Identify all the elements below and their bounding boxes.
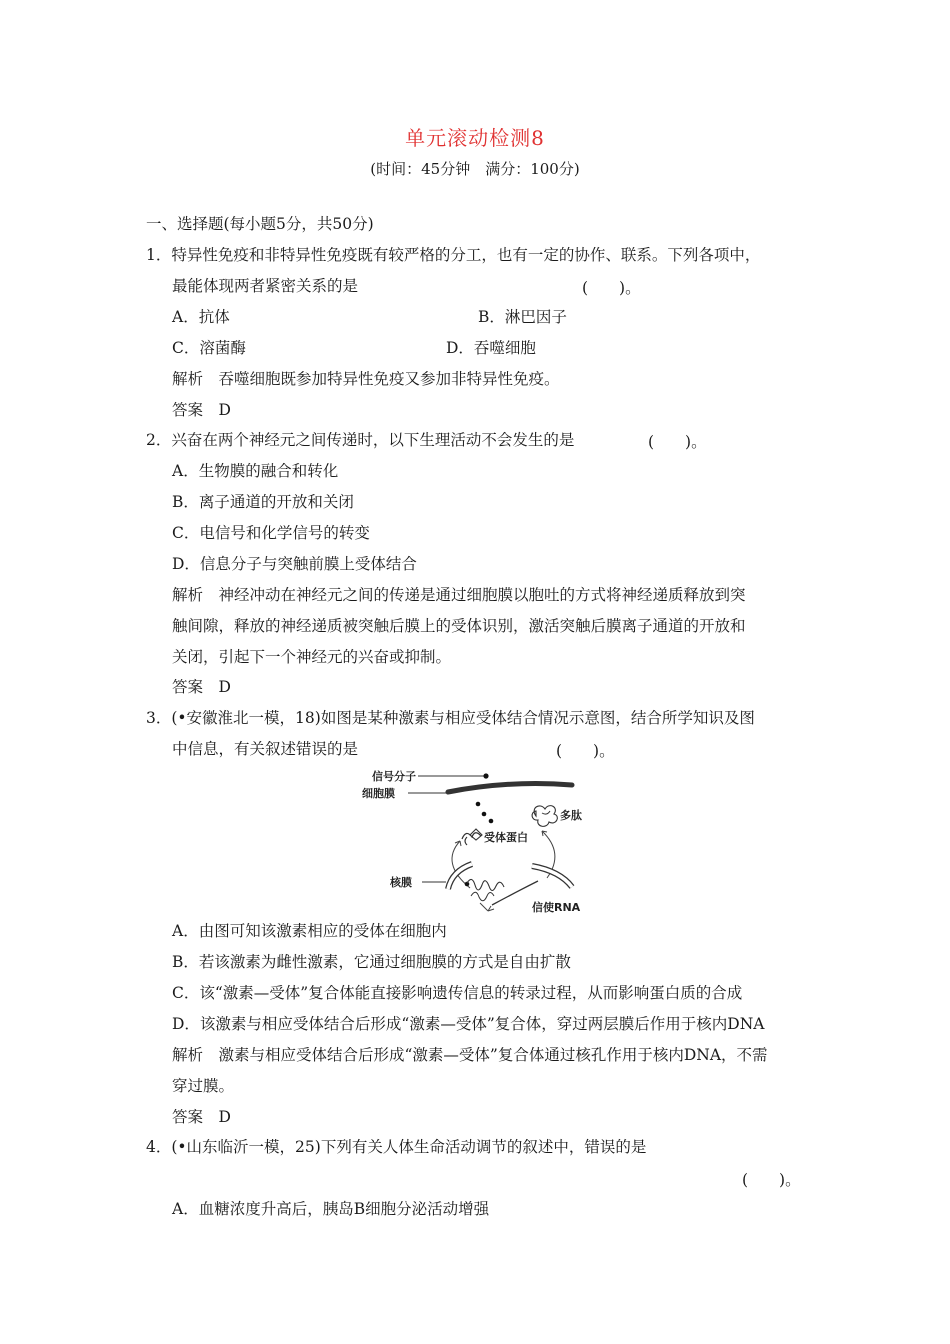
- q1-answer-blank: ( )。: [582, 279, 641, 297]
- q4-stem-line1: 4．(•山东临沂一模，25)下列有关人体生命活动调节的叙述中，错误的是: [146, 1138, 647, 1156]
- cell-membrane-shape: [448, 784, 572, 792]
- q3-stem-line2: 中信息，有关叙述错误的是: [172, 740, 359, 758]
- q2-analysis-line3: 关闭，引起下一个神经元的兴奋或抑制。: [172, 648, 452, 666]
- q2-option-c: C．电信号和化学信号的转变: [172, 524, 370, 542]
- q2-option-d: D．信息分子与突触前膜上受体结合: [172, 555, 417, 573]
- label-cell-membrane: 细胞膜: [362, 787, 395, 800]
- q3-option-c: C．该“激素—受体”复合体能直接影响遗传信息的转录过程，从而影响蛋白质的合成: [172, 984, 743, 1002]
- q1-answer: 答案 D: [172, 401, 231, 419]
- label-nuclear-membrane: 核膜: [390, 876, 412, 889]
- doc-subtitle: (时间：45分钟 满分：100分): [370, 160, 580, 178]
- q2-answer-blank: ( )。: [648, 433, 707, 451]
- q1-stem-line1: 1．特异性免疫和非特异性免疫既有较严格的分工，也有一定的协作、联系。下列各项中，: [146, 246, 761, 264]
- q2-analysis-line2: 触间隙，释放的神经递质被突触后膜上的受体识别，激活突触后膜离子通道的开放和: [172, 617, 746, 635]
- q3-option-a: A．由图可知该激素相应的受体在细胞内: [172, 922, 447, 940]
- nuclear-membrane-right: [532, 866, 572, 887]
- q3-answer: 答案 D: [172, 1108, 231, 1126]
- q2-stem-line1: 2．兴奋在两个神经元之间传递时，以下生理活动不会发生的是: [146, 431, 575, 449]
- q4-answer-blank: ( )。: [742, 1171, 801, 1189]
- polypeptide-shape: [532, 806, 557, 827]
- section-heading: 一、选择题(每小题5分，共50分): [146, 215, 374, 233]
- label-receptor-protein: 受体蛋白: [484, 831, 528, 844]
- q1-analysis: 解析 吞噬细胞既参加特异性免疫又参加非特异性免疫。: [172, 370, 560, 388]
- q3-option-d: D．该激素与相应受体结合后形成“激素—受体”复合体，穿过两层膜后作用于核内DNA: [172, 1015, 765, 1033]
- label-signal-molecule: 信号分子: [372, 770, 416, 783]
- q3-stem-line1: 3．(•安徽淮北一模，18)如图是某种激素与相应受体结合情况示意图，结合所学知识及图: [146, 709, 755, 727]
- q2-option-a: A．生物膜的融合和转化: [172, 462, 339, 480]
- q2-answer: 答案 D: [172, 678, 231, 696]
- q4-option-a: A．血糖浓度升高后，胰岛B细胞分泌活动增强: [172, 1200, 490, 1218]
- doc-title: 单元滚动检测8: [405, 126, 545, 150]
- hormone-receptor-figure: [360, 763, 610, 923]
- q3-analysis-line1: 解析 激素与相应受体结合后形成“激素—受体”复合体通过核孔作用于核内DNA，不需: [172, 1046, 768, 1064]
- q2-option-b: B．离子通道的开放和关闭: [172, 493, 354, 511]
- q1-option-d: D．吞噬细胞: [446, 339, 536, 357]
- label-polypeptide: 多肽: [560, 809, 582, 822]
- label-mrna: 信使RNA: [532, 901, 581, 914]
- q3-option-b: B．若该激素为雌性激素，它通过细胞膜的方式是自由扩散: [172, 953, 571, 971]
- q1-option-b: B．淋巴因子: [478, 308, 567, 326]
- q1-stem-line2: 最能体现两者紧密关系的是: [172, 277, 359, 295]
- q3-analysis-line2: 穿过膜。: [172, 1077, 235, 1095]
- q2-analysis-line1: 解析 神经冲动在神经元之间的传递是通过细胞膜以胞吐的方式将神经递质释放到突: [172, 586, 746, 604]
- q3-answer-blank: ( )。: [556, 742, 615, 760]
- dna-shape: [467, 879, 504, 890]
- q1-option-a: A．抗体: [172, 308, 230, 326]
- signal-molecule-dot: [483, 773, 488, 778]
- q1-option-c: C．溶菌酶: [172, 339, 246, 357]
